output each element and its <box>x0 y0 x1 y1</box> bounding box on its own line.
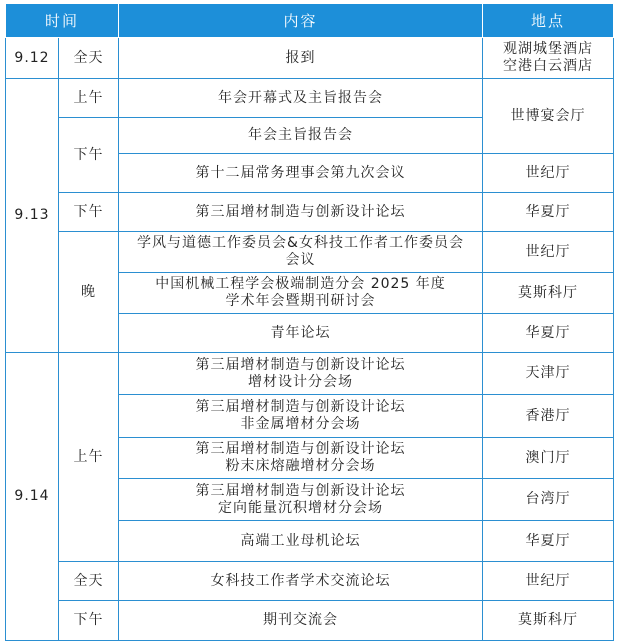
content-line: 学风与道德工作委员会&女科技工作者工作委员会 <box>137 235 464 251</box>
place-cell: 莫斯科厅 <box>483 601 614 641</box>
table-row <box>6 79 614 118</box>
content-cell: 期刊交流会 <box>119 601 483 641</box>
date-cell: 9.13 <box>6 79 59 353</box>
place-cell: 华夏厅 <box>483 193 614 232</box>
content-cell: 青年论坛 <box>119 314 483 353</box>
content-line: 第三届增材制造与创新设计论坛 <box>195 441 406 457</box>
content-cell <box>119 273 483 314</box>
content-cell: 高端工业母机论坛 <box>119 521 483 562</box>
content-line: 粉末床熔融增材分会场 <box>225 458 376 474</box>
content-line: 定向能量沉积增材分会场 <box>218 499 384 516</box>
content-line: 增材设计分会场 <box>248 373 354 390</box>
content-line: 第三届增材制造与创新设计论坛 <box>195 356 406 373</box>
place-cell: 华夏厅 <box>483 521 614 562</box>
time-cell: 全天 <box>59 38 119 79</box>
content-line: 第三届增材制造与创新设计论坛 <box>195 399 406 415</box>
content-cell: 女科技工作者学术交流论坛 <box>119 562 483 601</box>
header-content: 内容 <box>119 4 483 38</box>
date-cell: 9.14 <box>6 353 59 641</box>
place-cell: 世纪厅 <box>483 562 614 601</box>
content-cell <box>119 353 483 395</box>
time-cell: 下午 <box>59 193 119 232</box>
content-line: 会议 <box>285 252 316 268</box>
place-cell: 澳门厅 <box>483 438 614 479</box>
content-cell: 年会主旨报告会 <box>119 118 483 154</box>
content-cell: 年会开幕式及主旨报告会 <box>119 79 483 118</box>
time-cell: 晚 <box>59 232 119 353</box>
content-line: 中国机械工程学会极端制造分会 2025 年度 <box>155 276 446 292</box>
table-row <box>6 353 614 395</box>
table-row <box>6 193 614 232</box>
table-row <box>6 232 614 273</box>
time-cell: 上午 <box>59 79 119 118</box>
table-row <box>6 38 614 79</box>
content-cell <box>119 232 483 273</box>
content-line: 非金属增材分会场 <box>240 416 361 432</box>
content-cell <box>119 479 483 521</box>
place-line: 观湖城堡酒店 <box>503 41 594 57</box>
time-cell: 下午 <box>59 601 119 641</box>
header-row <box>6 4 614 38</box>
place-cell: 莫斯科厅 <box>483 273 614 314</box>
table-row <box>6 562 614 601</box>
content-cell <box>119 395 483 438</box>
time-cell: 全天 <box>59 562 119 601</box>
time-cell: 下午 <box>59 118 119 193</box>
place-cell: 天津厅 <box>483 353 614 395</box>
place-cell: 华夏厅 <box>483 314 614 353</box>
place-cell: 世博宴会厅 <box>483 79 614 154</box>
place-cell <box>483 38 614 79</box>
content-cell: 第三届增材制造与创新设计论坛 <box>119 193 483 232</box>
schedule-table <box>5 3 614 641</box>
content-line: 学术年会暨期刊研讨会 <box>225 293 376 309</box>
content-cell <box>119 438 483 479</box>
header-place: 地点 <box>483 4 614 38</box>
time-cell: 上午 <box>59 353 119 562</box>
schedule-table-wrapper <box>5 3 613 628</box>
date-cell: 9.12 <box>6 38 59 79</box>
place-cell: 世纪厅 <box>483 154 614 193</box>
content-cell: 第十二届常务理事会第九次会议 <box>119 154 483 193</box>
content-cell: 报到 <box>119 38 483 79</box>
place-cell: 世纪厅 <box>483 232 614 273</box>
content-line: 第三届增材制造与创新设计论坛 <box>195 482 406 499</box>
header-date: 时间 <box>6 4 119 38</box>
table-row <box>6 601 614 641</box>
place-line: 空港白云酒店 <box>503 58 594 74</box>
place-cell: 香港厅 <box>483 395 614 438</box>
place-cell: 台湾厅 <box>483 479 614 521</box>
